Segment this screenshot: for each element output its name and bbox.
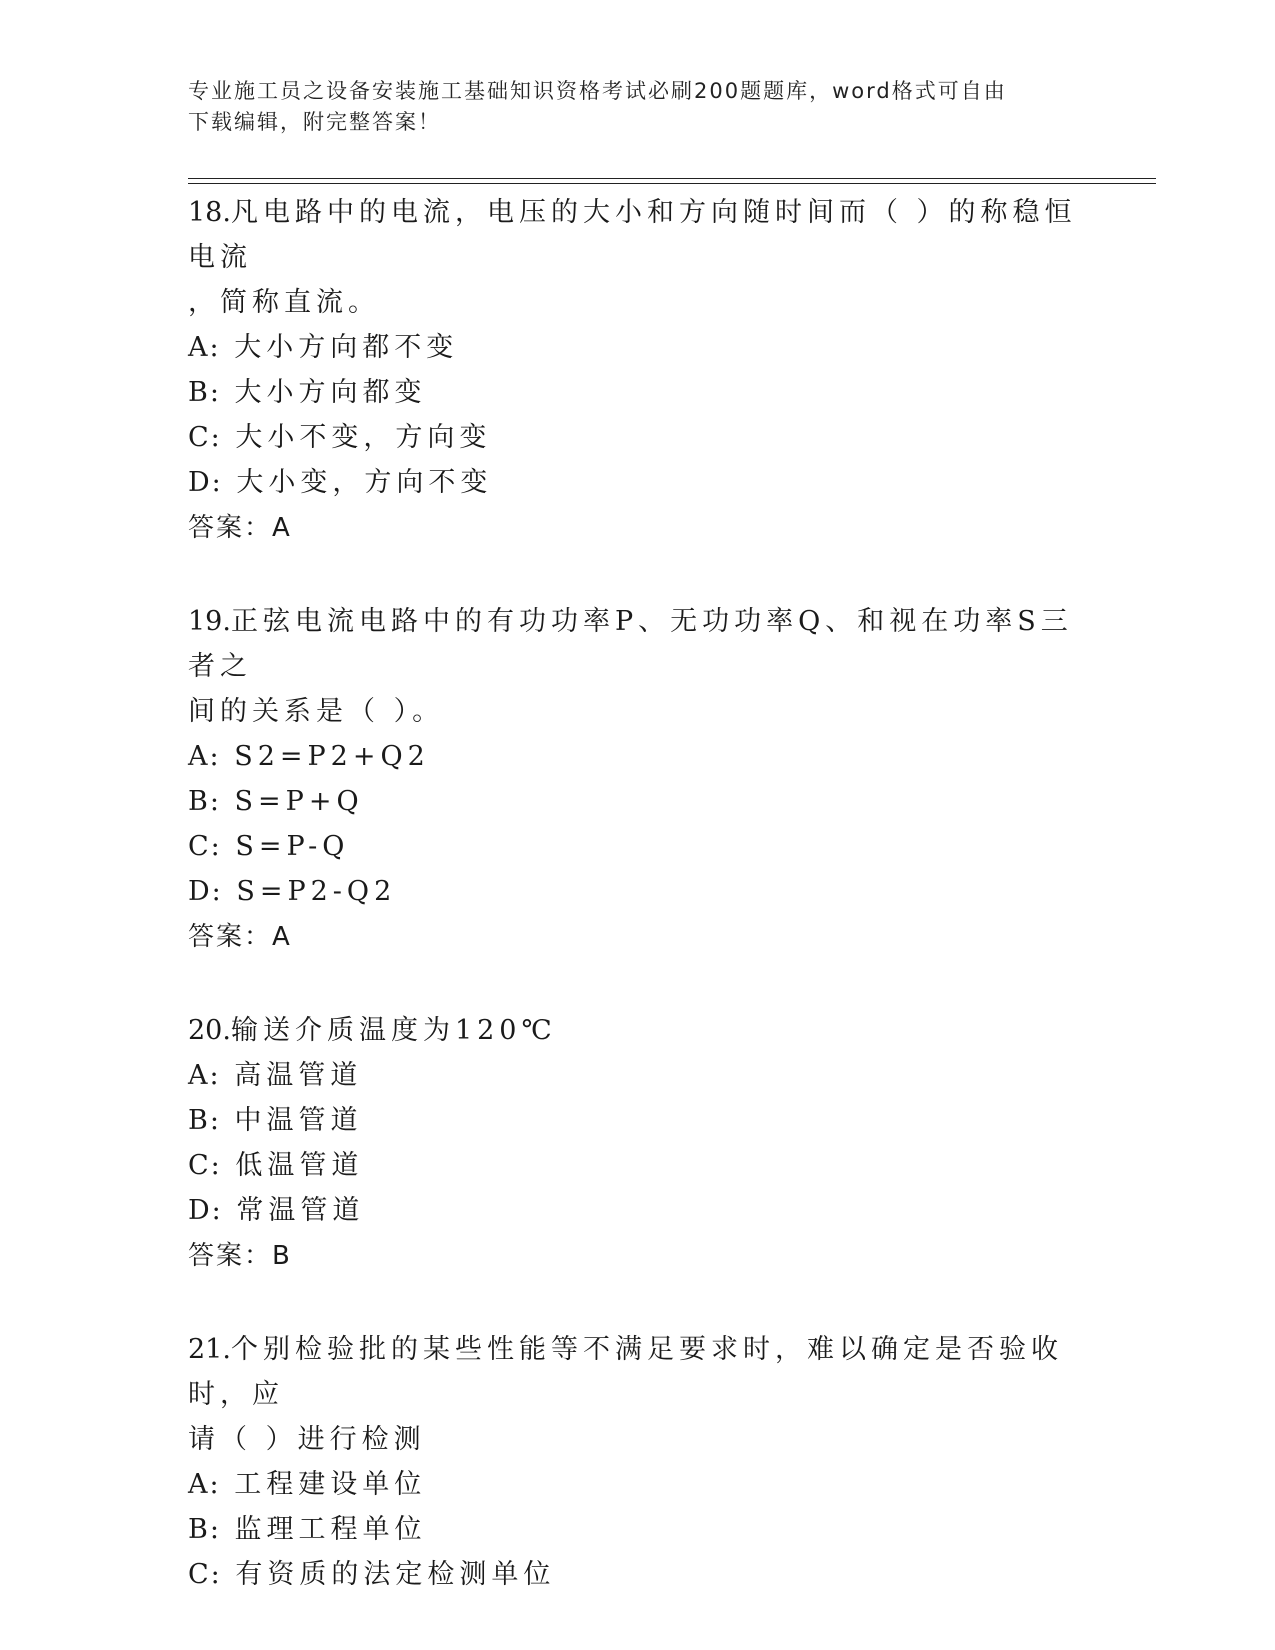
answer: 答案：A: [188, 922, 292, 952]
option-b: [188, 1098, 1088, 1143]
option-key: B:: [188, 786, 221, 817]
option-text: S=P+Q: [234, 786, 364, 817]
option-key: D:: [188, 1195, 223, 1226]
header-divider-top: [188, 178, 1156, 179]
question-number: 19.: [188, 606, 231, 637]
question-text: [188, 1008, 1088, 1053]
question-text-line: ，简称直流。: [188, 287, 380, 318]
question-text-line: 间的关系是（ ）。: [188, 696, 445, 727]
option-a: [188, 1053, 1088, 1098]
question-20: [188, 1008, 1088, 1279]
option-key: A:: [188, 1469, 221, 1500]
option-text: 有资质的法定检测单位: [235, 1559, 556, 1590]
option-text: 低温管道: [235, 1150, 364, 1181]
document-header: [188, 76, 1088, 138]
option-key: C:: [188, 422, 222, 453]
option-a: [188, 325, 1088, 370]
option-text: S=P2-Q2: [236, 876, 397, 907]
option-text: 大小方向都不变: [234, 332, 459, 363]
option-text: 大小不变，方向变: [235, 422, 492, 453]
option-b: [188, 779, 1088, 824]
question-text-line: 正弦电流电路中的有功功率P、无功功率Q、和视在功率S三者之: [188, 606, 1073, 682]
option-text: 大小方向都变: [234, 377, 427, 408]
option-text: 工程建设单位: [234, 1469, 427, 1500]
option-key: B:: [188, 1514, 221, 1545]
answer: 答案：B: [188, 1241, 292, 1271]
option-text: 中温管道: [234, 1105, 363, 1136]
question-number: 18.: [188, 197, 231, 228]
option-key: C:: [188, 1150, 222, 1181]
option-b: [188, 1507, 1088, 1552]
answer: 答案：A: [188, 513, 292, 543]
option-text: S=P-Q: [235, 831, 350, 862]
option-text: 常温管道: [236, 1195, 365, 1226]
option-text: 监理工程单位: [234, 1514, 427, 1545]
question-text-line: 输送介质温度为120℃: [230, 1015, 557, 1046]
option-d: [188, 460, 1088, 505]
option-key: A:: [188, 332, 221, 363]
option-key: C:: [188, 1559, 222, 1590]
question-text-line: 个别检验批的某些性能等不满足要求时，难以确定是否验收时，应: [188, 1334, 1063, 1410]
header-divider-bottom: [188, 183, 1156, 184]
option-b: [188, 370, 1088, 415]
option-c: [188, 1143, 1088, 1188]
option-c: [188, 1552, 1088, 1597]
question-list: [188, 190, 1088, 1645]
option-c: [188, 415, 1088, 460]
option-key: D:: [188, 467, 223, 498]
question-text: [188, 1327, 1088, 1417]
option-a: [188, 734, 1088, 779]
option-d: [188, 869, 1088, 914]
header-line-1: 专业施工员之设备安装施工基础知识资格考试必刷200题题库，word格式可自由: [188, 79, 1007, 103]
option-text: 高温管道: [234, 1060, 363, 1091]
option-key: A:: [188, 741, 221, 772]
question-number: 20.: [188, 1015, 231, 1046]
question-18: [188, 190, 1088, 551]
option-c: [188, 824, 1088, 869]
question-text: [188, 599, 1088, 689]
question-19: [188, 599, 1088, 960]
option-a: [188, 1462, 1088, 1507]
option-d: [188, 1188, 1088, 1233]
question-21: [188, 1327, 1088, 1597]
question-text: [188, 190, 1088, 280]
option-key: B:: [188, 1105, 221, 1136]
option-text: S2=P2+Q2: [234, 741, 430, 772]
option-key: C:: [188, 831, 222, 862]
option-key: B:: [188, 377, 221, 408]
header-line-2: 下载编辑，附完整答案！: [188, 110, 441, 134]
option-key: D:: [188, 876, 223, 907]
option-key: A:: [188, 1060, 221, 1091]
question-number: 21.: [188, 1334, 231, 1365]
question-text-line: 请（ ）进行检测: [188, 1424, 426, 1455]
option-text: 大小变，方向不变: [236, 467, 493, 498]
question-text-line: 凡电路中的电流，电压的大小和方向随时间而（ ）的称稳恒电流: [188, 197, 1077, 273]
